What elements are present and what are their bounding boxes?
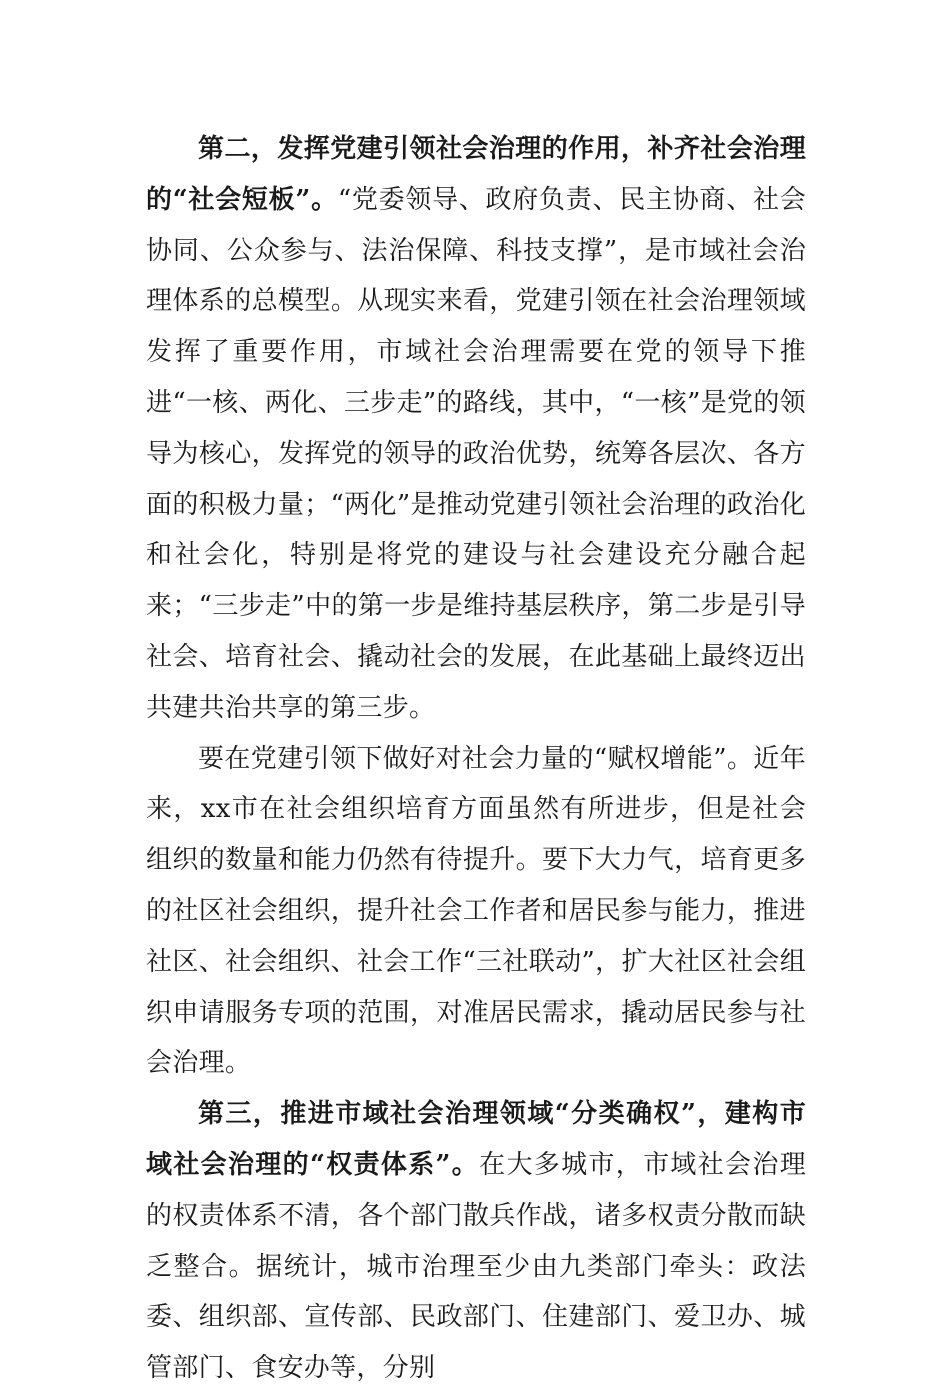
paragraph-party-leadership [146,124,806,734]
paragraph-heading: 第三，推进市域社会治理领域“分类确权”，建构市域社会治理的“权责体系”。 [146,1099,806,1180]
paragraph-empowerment [146,734,806,1090]
document-page [146,124,806,1394]
paragraph-body: 在大多城市，市域社会治理的权责体系不清，各个部门散兵作战，诸多权责分散而缺乏整合。据统计，城市治理至少由九类部门牵头：政法委、组织部、宣传部、民政部门、住建部门、爱卫办、城管部门、食安办等，分别 [146,1149,806,1384]
paragraph-body: “党委领导、政府负责、民主协商、社会协同、公众参与、法治保障、科技支撑”，是市域社会治理体系的总模型。从现实来看，党建引领在社会治理领域发挥了重要作用，市域社会治理需要在党的领导下推进“一核、两化、三步走”的路线，其中，“一核”是党的领导为核心，发挥党的领导的政治优势，统筹各层次、各方面的积极力量；“两化”是推动党建引领社会治理的政治化和社会化，特别是将党的建设与社会建设充分融合起来；“三步走”中的第一步是维持基层秩序，第二步是引导社会、培育社会、撬动社会的发展，在此基础上最终迈出共建共治共享的第三步。 [146,184,806,723]
paragraph-rights-classification [146,1089,806,1394]
paragraph-heading: 第二，发挥党建引领社会治理的作用，补齐社会治理的“社会短板”。 [146,134,806,215]
paragraph-body: 要在党建引领下做好对社会力量的“赋权增能”。近年来，xx市在社会组织培育方面虽然有所进步，但是社会组织的数量和能力仍然有待提升。要下大力气，培育更多的社区社会组织，提升社会工作者和居民参与能力，推进社区、社会组织、社会工作“三社联动”，扩大社区社会组织申请服务专项的范围，对准居民需求，撬动居民参与社会治理。 [146,743,806,1079]
